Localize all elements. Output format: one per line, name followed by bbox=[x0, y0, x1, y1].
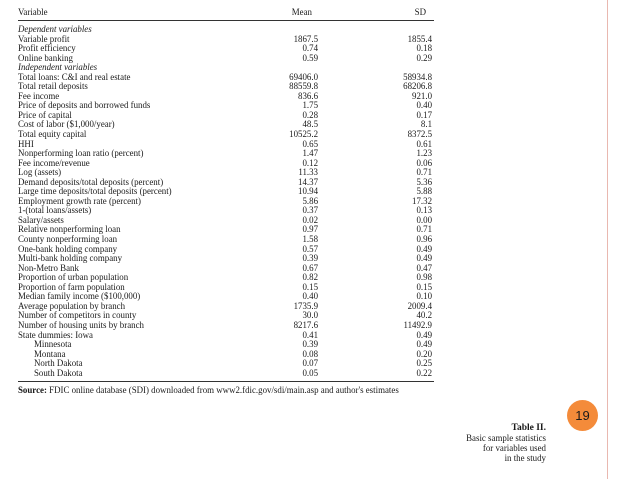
row-mean: 0.97 bbox=[302, 224, 318, 235]
table-row bbox=[18, 82, 434, 92]
row-label: County nonperforming loan bbox=[18, 234, 118, 245]
row-mean: 88559.8 bbox=[289, 81, 318, 92]
row-sd: 0.71 bbox=[416, 224, 432, 235]
row-sd: 0.10 bbox=[416, 291, 432, 302]
row-sd: 5.88 bbox=[416, 186, 432, 197]
row-label: Price of capital bbox=[18, 109, 72, 120]
row-label: Total equity capital bbox=[18, 129, 87, 140]
table-row bbox=[18, 254, 434, 264]
table-row bbox=[18, 340, 434, 350]
statistics-table bbox=[18, 6, 434, 395]
row-label: Nonperforming loan ratio (percent) bbox=[18, 148, 144, 159]
row-label: Dependent variables bbox=[18, 24, 92, 34]
row-label: One-bank holding company bbox=[18, 243, 118, 254]
row-label: Number of competitors in county bbox=[18, 310, 137, 321]
row-sd: 11492.9 bbox=[403, 319, 432, 330]
row-label: Cost of labor ($1,000/year) bbox=[18, 119, 115, 130]
table-header bbox=[18, 6, 434, 21]
row-sd: 0.71 bbox=[416, 167, 432, 178]
row-sd: 40.2 bbox=[416, 310, 432, 321]
row-mean: 0.05 bbox=[302, 367, 318, 378]
row-label: Total retail deposits bbox=[18, 81, 88, 92]
row-sd: 0.20 bbox=[416, 348, 432, 359]
row-mean: 0.37 bbox=[302, 205, 318, 216]
row-label: Relative nonperforming loan bbox=[18, 224, 121, 235]
row-label: Montana bbox=[34, 348, 66, 359]
row-label: Price of deposits and borrowed funds bbox=[18, 100, 151, 111]
row-label: Log (assets) bbox=[18, 167, 62, 178]
row-mean: 30.0 bbox=[302, 310, 318, 321]
caption-title: Table II. bbox=[511, 423, 546, 433]
table-body bbox=[18, 25, 434, 378]
row-mean: 0.65 bbox=[302, 138, 318, 149]
vertical-divider bbox=[607, 0, 608, 479]
row-mean: 14.37 bbox=[298, 176, 318, 187]
row-mean: 10525.2 bbox=[289, 129, 318, 140]
row-label: Profit efficiency bbox=[18, 43, 76, 54]
row-mean: 69406.0 bbox=[289, 71, 318, 82]
section-heading bbox=[18, 25, 434, 35]
row-mean: 0.15 bbox=[302, 281, 318, 292]
row-mean: 10.94 bbox=[298, 186, 318, 197]
row-label: South Dakota bbox=[34, 367, 83, 378]
header-mean: Mean bbox=[291, 7, 312, 17]
row-mean: 0.57 bbox=[302, 243, 318, 254]
row-mean: 0.41 bbox=[302, 329, 318, 340]
row-mean: 0.07 bbox=[302, 358, 318, 369]
slide-number-badge: 19 bbox=[567, 400, 598, 431]
row-label: Independent variables bbox=[18, 62, 98, 73]
row-mean: 0.12 bbox=[302, 157, 318, 168]
caption-line: in the study bbox=[504, 453, 546, 463]
row-sd: 0.61 bbox=[416, 138, 432, 149]
row-label: Non-Metro Bank bbox=[18, 262, 79, 273]
row-label: Fee income/revenue bbox=[18, 157, 90, 168]
row-sd: 0.49 bbox=[416, 329, 432, 340]
row-label: North Dakota bbox=[34, 358, 83, 369]
row-sd: 921.0 bbox=[412, 90, 432, 101]
table-row bbox=[18, 35, 434, 45]
row-label: HHI bbox=[18, 138, 34, 149]
row-label: Average population by branch bbox=[18, 300, 126, 311]
row-sd: 2009.4 bbox=[407, 300, 432, 311]
row-mean: 0.08 bbox=[302, 348, 318, 359]
row-mean: 0.39 bbox=[302, 339, 318, 350]
header-sd: SD bbox=[414, 7, 426, 17]
row-sd: 58934.8 bbox=[403, 71, 432, 82]
row-sd: 0.49 bbox=[416, 339, 432, 350]
row-mean: 0.82 bbox=[302, 272, 318, 283]
row-sd: 0.49 bbox=[416, 243, 432, 254]
row-label: State dummies: Iowa bbox=[18, 329, 93, 340]
table-row bbox=[18, 159, 434, 169]
table-row bbox=[18, 101, 434, 111]
row-mean: 1867.5 bbox=[293, 33, 318, 44]
row-mean: 1.75 bbox=[302, 100, 318, 111]
row-label: Large time deposits/total deposits (percent) bbox=[18, 186, 172, 197]
row-sd: 0.06 bbox=[416, 157, 432, 168]
row-label: 1-(total loans/assets) bbox=[18, 205, 92, 216]
row-label: Minnesota bbox=[34, 339, 72, 350]
row-label: Employment growth rate (percent) bbox=[18, 195, 141, 206]
row-sd: 0.98 bbox=[416, 272, 432, 283]
row-mean: 0.02 bbox=[302, 214, 318, 225]
row-label: Demand deposits/total deposits (percent) bbox=[18, 176, 164, 187]
row-sd: 0.47 bbox=[416, 262, 432, 273]
row-mean: 48.5 bbox=[302, 119, 318, 130]
table-row bbox=[18, 130, 434, 140]
row-sd: 8372.5 bbox=[407, 129, 432, 140]
row-mean: 0.67 bbox=[302, 262, 318, 273]
caption-line: Basic sample statistics bbox=[466, 433, 546, 443]
row-sd: 0.17 bbox=[416, 109, 432, 120]
row-mean: 0.74 bbox=[302, 43, 318, 54]
table-row bbox=[18, 44, 434, 54]
row-sd: 0.40 bbox=[416, 100, 432, 111]
row-sd: 5.36 bbox=[416, 176, 432, 187]
row-sd: 0.00 bbox=[416, 214, 432, 225]
header-variable: Variable bbox=[18, 7, 48, 17]
source-label: Source: bbox=[18, 385, 47, 396]
table-row bbox=[18, 369, 434, 379]
row-sd: 1.23 bbox=[416, 148, 432, 159]
row-label: Variable profit bbox=[18, 33, 70, 44]
row-mean: 1735.9 bbox=[293, 300, 318, 311]
row-label: Median family income ($100,000) bbox=[18, 291, 141, 302]
table-source-note bbox=[18, 381, 434, 395]
row-sd: 0.96 bbox=[416, 234, 432, 245]
row-sd: 0.18 bbox=[416, 43, 432, 54]
table-row bbox=[18, 331, 434, 341]
row-label: Proportion of farm population bbox=[18, 281, 125, 292]
row-sd: 1855.4 bbox=[407, 33, 432, 44]
row-sd: 68206.8 bbox=[403, 81, 432, 92]
row-sd: 0.25 bbox=[416, 358, 432, 369]
row-sd: 0.13 bbox=[416, 205, 432, 216]
row-sd: 0.49 bbox=[416, 253, 432, 264]
row-mean: 5.86 bbox=[302, 195, 318, 206]
row-sd: 17.32 bbox=[412, 195, 432, 206]
row-sd: 0.29 bbox=[416, 52, 432, 63]
table-row bbox=[18, 206, 434, 216]
table-caption bbox=[440, 423, 546, 463]
row-mean: 1.47 bbox=[302, 148, 318, 159]
row-mean: 1.58 bbox=[302, 234, 318, 245]
row-label: Number of housing units by branch bbox=[18, 319, 144, 330]
source-text: FDIC online database (SDI) downloaded from www2.fdic.gov/sdi/main.asp and author's estimates bbox=[49, 385, 399, 396]
row-label: Proportion of urban population bbox=[18, 272, 129, 283]
row-label: Online banking bbox=[18, 52, 73, 63]
row-mean: 8217.6 bbox=[293, 319, 318, 330]
row-mean: 11.33 bbox=[298, 167, 318, 178]
row-label: Salary/assets bbox=[18, 214, 64, 225]
row-mean: 0.39 bbox=[302, 253, 318, 264]
row-mean: 0.28 bbox=[302, 109, 318, 120]
row-sd: 0.22 bbox=[416, 367, 432, 378]
row-sd: 0.15 bbox=[416, 281, 432, 292]
row-label: Multi-bank holding company bbox=[18, 253, 123, 264]
row-label: Fee income bbox=[18, 90, 60, 101]
row-sd: 8.1 bbox=[420, 119, 432, 130]
row-mean: 0.59 bbox=[302, 52, 318, 63]
row-mean: 0.40 bbox=[302, 291, 318, 302]
row-mean: 836.6 bbox=[298, 90, 318, 101]
row-label: Total loans: C&I and real estate bbox=[18, 71, 131, 82]
caption-line: for variables used bbox=[482, 443, 546, 453]
